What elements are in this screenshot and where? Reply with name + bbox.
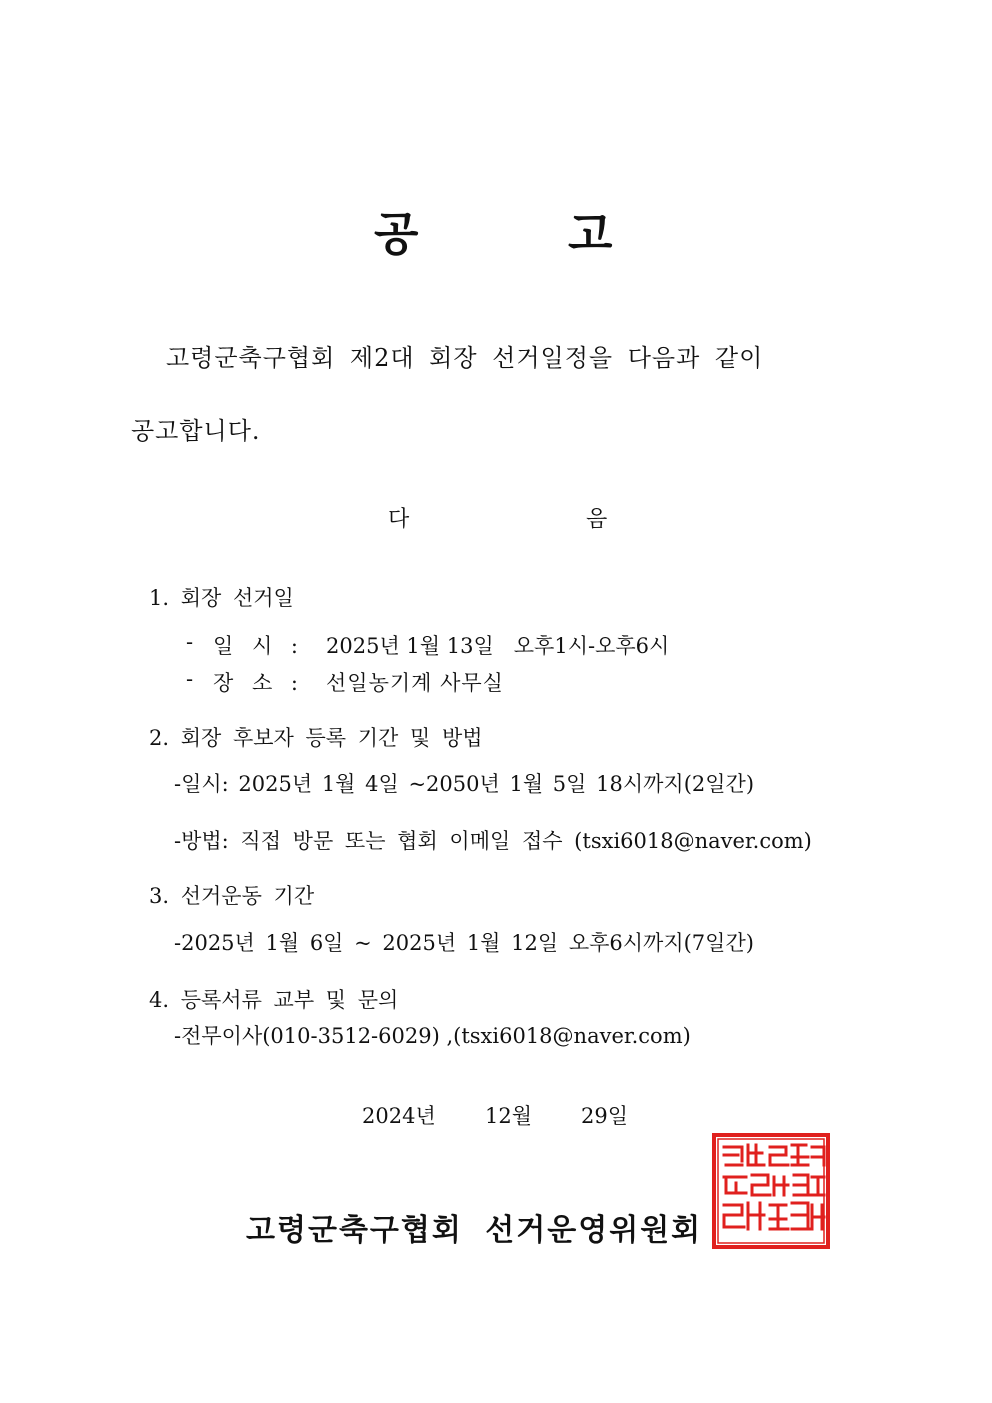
title-char-2: 고 — [568, 207, 613, 261]
intro-line-1: 고령군축구협회 제2대 회장 선거일정을 다음과 같이 — [166, 344, 764, 372]
section-3-heading: 3. 선거운동 기간 — [149, 884, 315, 908]
title-char-1: 공 — [374, 207, 419, 261]
official-seal-icon — [712, 1133, 830, 1249]
date-month: 12월 — [485, 1104, 533, 1128]
section-1-heading: 1. 회장 선거일 — [149, 586, 294, 610]
footer-organization: 고령군축구협회 선거운영위원회 — [246, 1213, 703, 1248]
date-year: 2024년 — [362, 1104, 436, 1128]
section-1-row-1-value: 2025년 1월 13일 오후1시-오후6시 — [326, 634, 670, 658]
section-1-row-2-value: 선일농기계 사무실 — [326, 671, 504, 695]
date-day: 29일 — [581, 1104, 629, 1128]
section-1-row-1-dash: - — [186, 630, 194, 654]
section-4-line-1: -전무이사(010-3512-6029) ,(tsxi6018@naver.com) — [174, 1024, 691, 1048]
section-1-row-2-label: 장 소 : — [213, 671, 304, 695]
section-2-line-1: -일시: 2025년 1월 4일 ~2050년 1월 5일 18시까지(2일간) — [174, 772, 755, 796]
section-3-line-1: -2025년 1월 6일 ~ 2025년 1월 12일 오후6시까지(7일간) — [174, 931, 754, 955]
intro-line-2: 공고합니다. — [131, 417, 261, 445]
section-2-line-2: -방법: 직접 방문 또는 협회 이메일 접수 (tsxi6018@naver.com) — [174, 829, 812, 853]
section-4-heading: 4. 등록서류 교부 및 문의 — [149, 988, 399, 1012]
daum-char-2: 음 — [586, 507, 608, 532]
section-1-row-1-label: 일 시 : — [213, 634, 304, 658]
section-2-heading: 2. 회장 후보자 등록 기간 및 방법 — [149, 726, 483, 750]
daum-char-1: 다 — [388, 507, 410, 532]
section-1-row-2-dash: - — [186, 667, 194, 691]
